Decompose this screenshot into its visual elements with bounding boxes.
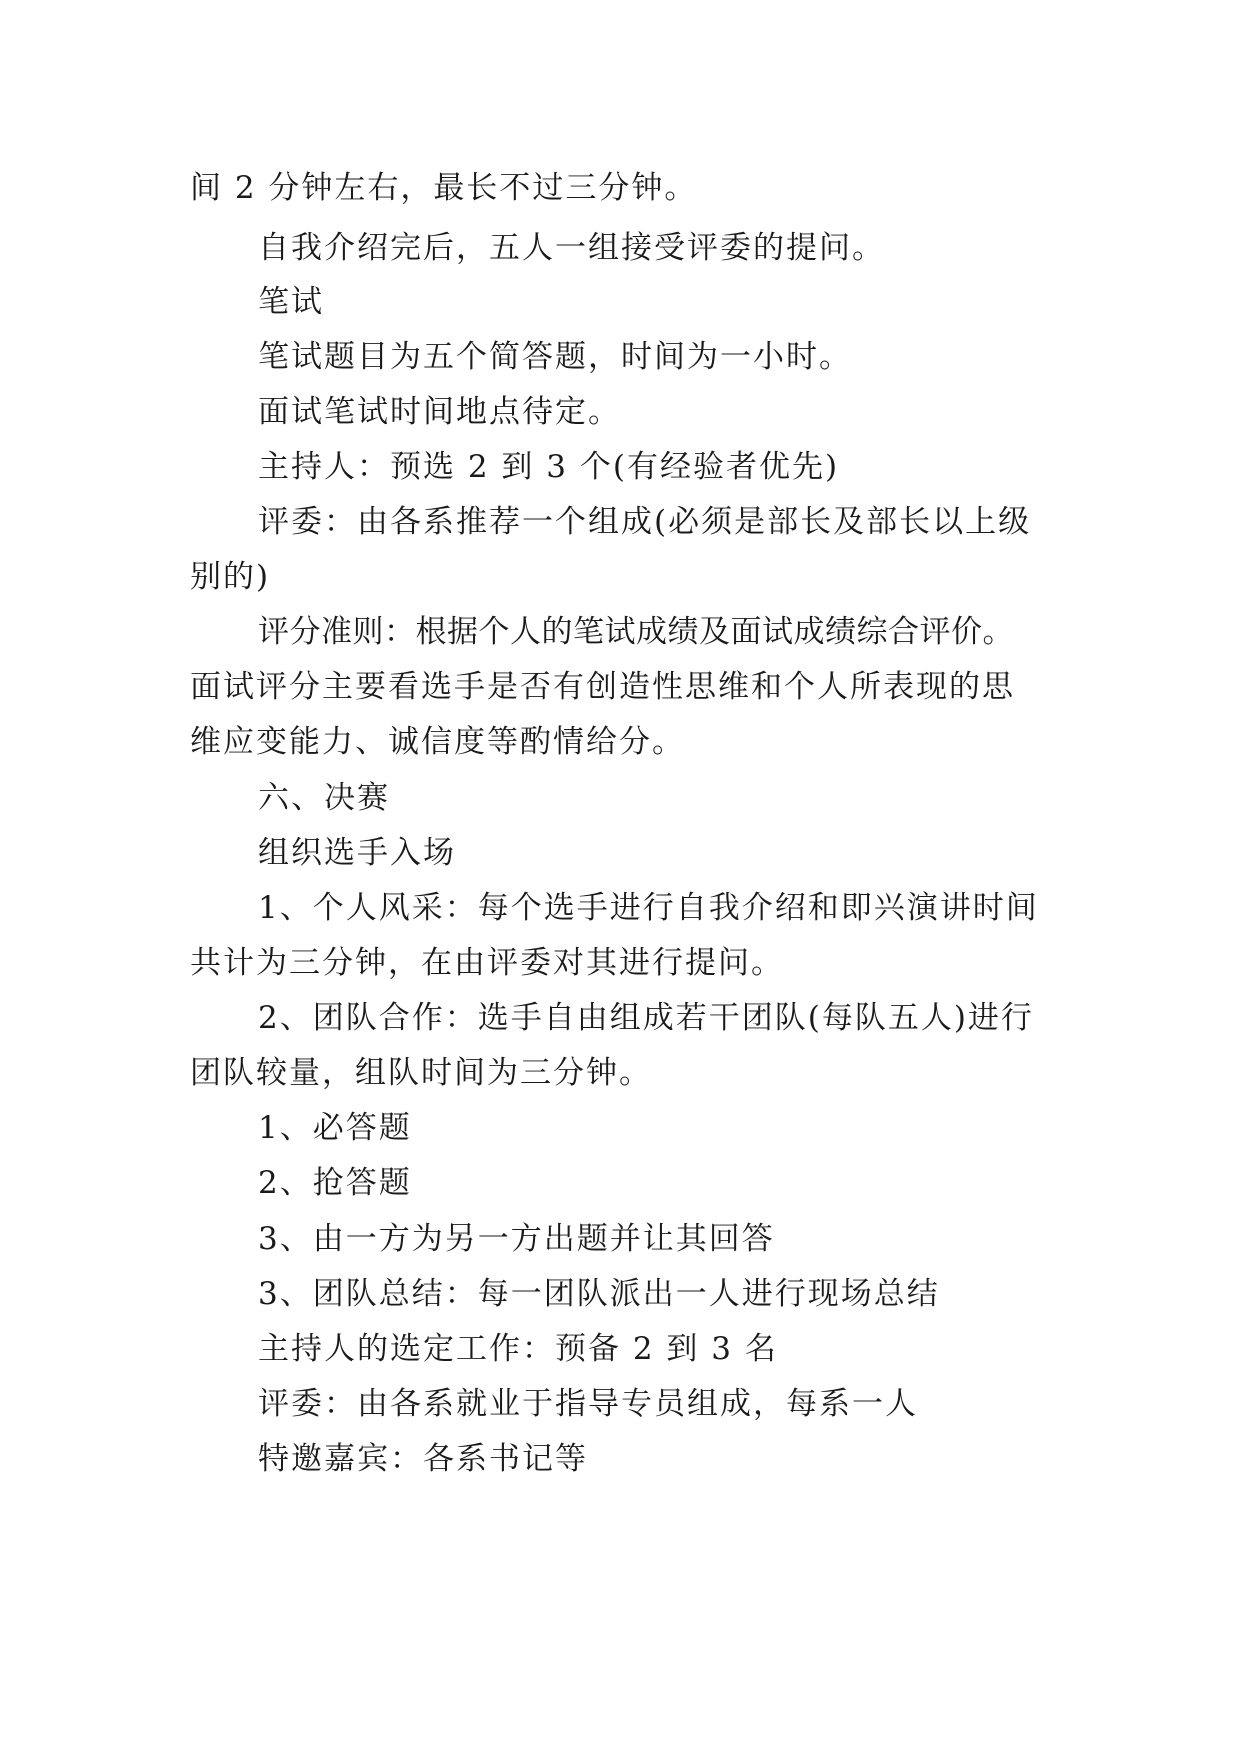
section-heading: 六、决赛 (258, 780, 390, 816)
paragraph-line: 2、团队合作：选手自由组成若干团队(每队五人)进行 (258, 1000, 1034, 1036)
paragraph-line: 评委：由各系推荐一个组成(必须是部长及部长以上级 (258, 504, 1032, 540)
paragraph-line: 维应变能力、诚信度等酌情给分。 (190, 724, 685, 760)
paragraph-line: 自我介绍完后，五人一组接受评委的提问。 (258, 230, 885, 266)
paragraph-line: 共计为三分钟，在由评委对其进行提问。 (190, 945, 784, 981)
paragraph-line: 主持人的选定工作：预备 2 到 3 名 (258, 1331, 778, 1367)
paragraph-line: 间 2 分钟左右，最长不过三分钟。 (190, 170, 698, 206)
paragraph-line: 组织选手入场 (258, 835, 456, 871)
paragraph-line: 团队较量，组队时间为三分钟。 (190, 1055, 652, 1091)
paragraph-line: 面试笔试时间地点待定。 (258, 394, 621, 430)
list-item: 1、必答题 (258, 1110, 412, 1146)
list-item: 3、团队总结：每一团队派出一人进行现场总结 (258, 1276, 940, 1312)
list-item: 2、抢答题 (258, 1165, 412, 1201)
paragraph-line: 面试评分主要看选手是否有创造性思维和个人所表现的思 (190, 669, 1015, 705)
paragraph-line: 1、个人风采：每个选手进行自我介绍和即兴演讲时间 (258, 890, 1039, 926)
section-heading: 笔试 (258, 284, 324, 320)
paragraph-line: 主持人：预选 2 到 3 个(有经验者优先) (258, 449, 840, 485)
paragraph-line: 别的) (190, 559, 271, 595)
list-item: 3、由一方为另一方出题并让其回答 (258, 1221, 775, 1257)
paragraph-line: 评分准则：根据个人的笔试成绩及面试成绩综合评价。 (258, 614, 1014, 650)
paragraph-line: 评委：由各系就业于指导专员组成，每系一人 (258, 1386, 918, 1422)
paragraph-line: 笔试题目为五个简答题，时间为一小时。 (258, 339, 852, 375)
paragraph-line: 特邀嘉宾：各系书记等 (258, 1441, 588, 1477)
